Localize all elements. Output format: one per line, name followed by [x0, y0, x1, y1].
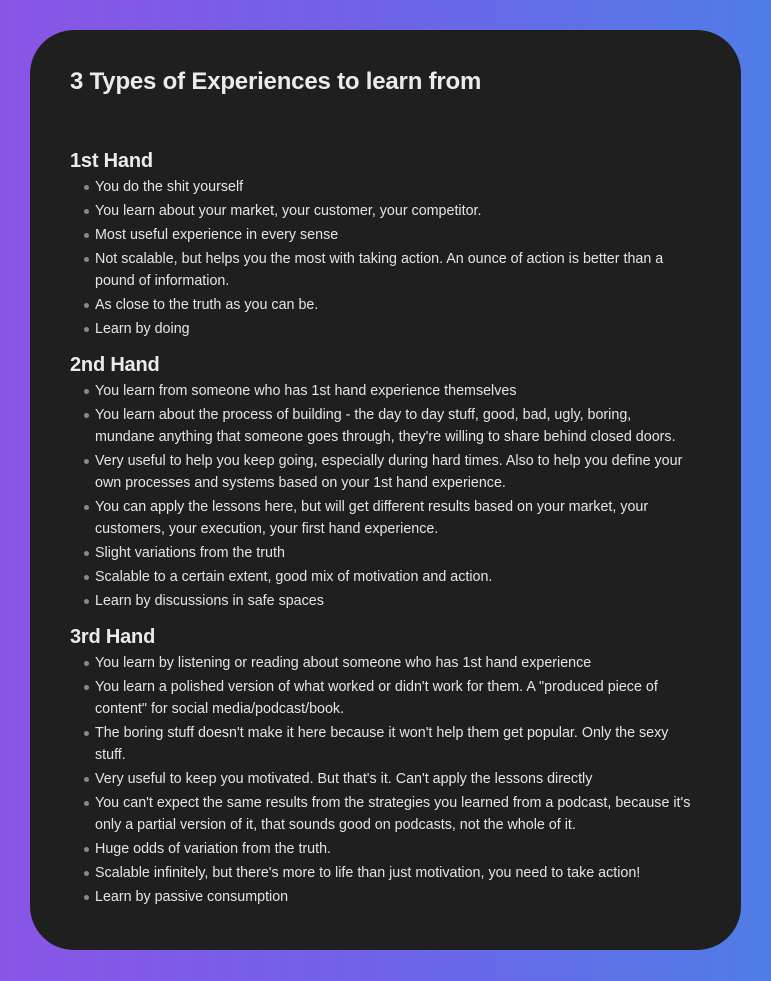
- list-item: Scalable to a certain extent, good mix of motivation and action.: [95, 566, 701, 588]
- section-heading: 2nd Hand: [70, 354, 160, 376]
- list-item: Very useful to help you keep going, especially during hard times. Also to help you define your own processes and systems based on your 1st hand experience.: [95, 450, 701, 494]
- note-card: [30, 30, 741, 950]
- list-item: Learn by passive consumption: [95, 886, 701, 908]
- list-item: You learn about the process of building - the day to day stuff, good, bad, ugly, boring, mundane anything that someone goes through, they're willing to share behind closed doors.: [95, 404, 701, 448]
- list-item: You learn by listening or reading about someone who has 1st hand experience: [95, 652, 701, 674]
- list-item: Very useful to keep you motivated. But that's it. Can't apply the lessons directly: [95, 768, 701, 790]
- list-item: Learn by doing: [95, 318, 701, 340]
- list-item: Not scalable, but helps you the most with taking action. An ounce of action is better than a pound of information.: [95, 248, 701, 292]
- list-item: Slight variations from the truth: [95, 542, 701, 564]
- bullet-list: [70, 652, 701, 908]
- list-item: You learn from someone who has 1st hand experience themselves: [95, 380, 701, 402]
- list-item: Most useful experience in every sense: [95, 224, 701, 246]
- list-item: As close to the truth as you can be.: [95, 294, 701, 316]
- section-3rd-hand: [70, 625, 701, 908]
- section-1st-hand: [70, 149, 701, 340]
- section-2nd-hand: [70, 353, 701, 612]
- page-title: 3 Types of Experiences to learn from: [70, 68, 482, 95]
- bullet-list: [70, 176, 701, 340]
- list-item: Huge odds of variation from the truth.: [95, 838, 701, 860]
- list-item: The boring stuff doesn't make it here because it won't help them get popular. Only the sexy stuff.: [95, 722, 701, 766]
- list-item: You can't expect the same results from the strategies you learned from a podcast, because it's only a partial version of it, that sounds good on podcasts, not the whole of it.: [95, 792, 701, 836]
- section-heading: 1st Hand: [70, 150, 153, 172]
- list-item: You learn a polished version of what worked or didn't work for them. A "produced piece of content" for social media/podcast/book.: [95, 676, 701, 720]
- list-item: Learn by discussions in safe spaces: [95, 590, 701, 612]
- section-heading: 3rd Hand: [70, 626, 156, 648]
- bullet-list: [70, 380, 701, 612]
- list-item: You do the shit yourself: [95, 176, 701, 198]
- list-item: Scalable infinitely, but there's more to life than just motivation, you need to take action!: [95, 862, 701, 884]
- list-item: You learn about your market, your customer, your competitor.: [95, 200, 701, 222]
- list-item: You can apply the lessons here, but will get different results based on your market, your customers, your execution, your first hand experience.: [95, 496, 701, 540]
